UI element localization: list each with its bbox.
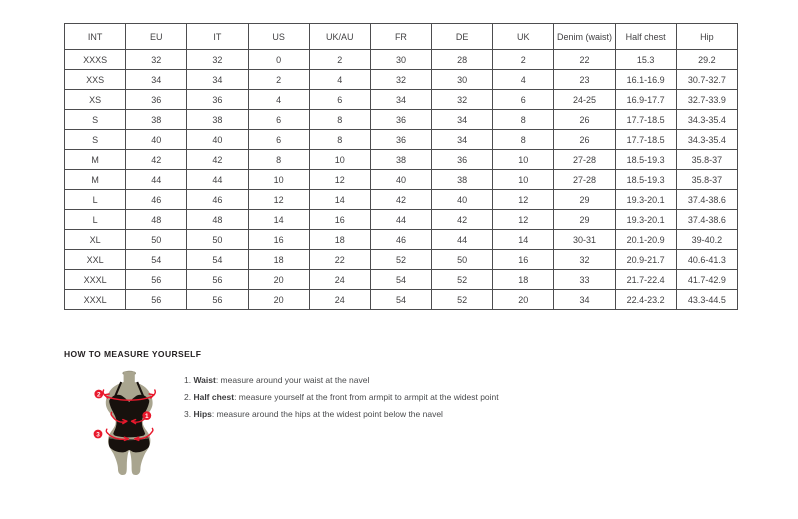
table-cell: 37.4-38.6	[676, 210, 737, 230]
table-cell: 18	[493, 270, 554, 290]
table-cell: 30	[432, 70, 493, 90]
size-conversion-table	[64, 23, 738, 310]
measurement-figure	[86, 370, 174, 478]
table-cell: 50	[432, 250, 493, 270]
table-row	[65, 210, 738, 230]
table-cell: 54	[187, 250, 248, 270]
table-cell: 52	[432, 290, 493, 310]
table-cell: 37.4-38.6	[676, 190, 737, 210]
table-cell: 12	[493, 210, 554, 230]
table-row	[65, 130, 738, 150]
table-cell: 2	[309, 50, 370, 70]
table-cell: 52	[370, 250, 431, 270]
table-cell: 27-28	[554, 150, 615, 170]
measure-step-label: Waist	[193, 375, 216, 385]
table-cell: 32	[187, 50, 248, 70]
table-cell: S	[65, 130, 126, 150]
table-cell: 42	[432, 210, 493, 230]
table-cell: 44	[432, 230, 493, 250]
table-cell: 17.7-18.5	[615, 130, 676, 150]
table-cell: 38	[187, 110, 248, 130]
measure-section	[64, 349, 624, 478]
table-cell: 36	[370, 110, 431, 130]
column-header: DE	[432, 24, 493, 50]
table-cell: 4	[248, 90, 309, 110]
table-cell: 34	[432, 110, 493, 130]
column-header: US	[248, 24, 309, 50]
table-cell: 42	[126, 150, 187, 170]
table-cell: 16	[248, 230, 309, 250]
table-cell: XS	[65, 90, 126, 110]
table-cell: 56	[187, 290, 248, 310]
table-cell: 46	[187, 190, 248, 210]
table-cell: 32.7-33.9	[676, 90, 737, 110]
table-cell: 6	[248, 110, 309, 130]
table-row	[65, 190, 738, 210]
table-cell: 19.3-20.1	[615, 190, 676, 210]
table-cell: 0	[248, 50, 309, 70]
column-header: INT	[65, 24, 126, 50]
table-cell: 52	[432, 270, 493, 290]
table-cell: 34	[554, 290, 615, 310]
table-cell: 56	[126, 290, 187, 310]
table-row	[65, 70, 738, 90]
table-row	[65, 110, 738, 130]
table-cell: 16.1-16.9	[615, 70, 676, 90]
table-cell: 34	[187, 70, 248, 90]
table-cell: 10	[309, 150, 370, 170]
table-cell: 34.3-35.4	[676, 130, 737, 150]
table-cell: 10	[493, 170, 554, 190]
table-cell: 16	[493, 250, 554, 270]
table-cell: 40.6-41.3	[676, 250, 737, 270]
table-cell: 24	[309, 270, 370, 290]
table-cell: 14	[309, 190, 370, 210]
table-cell: 30.7-32.7	[676, 70, 737, 90]
column-header: Denim (waist)	[554, 24, 615, 50]
table-cell: 54	[126, 250, 187, 270]
column-header: EU	[126, 24, 187, 50]
table-cell: 22	[309, 250, 370, 270]
table-cell: 48	[126, 210, 187, 230]
table-cell: 26	[554, 110, 615, 130]
table-cell: 34	[432, 130, 493, 150]
table-cell: 32	[432, 90, 493, 110]
table-cell: 27-28	[554, 170, 615, 190]
table-cell: XL	[65, 230, 126, 250]
chest-badge-number: 2	[97, 391, 101, 399]
table-cell: 16	[309, 210, 370, 230]
size-table-header-row	[65, 24, 738, 50]
table-cell: 42	[370, 190, 431, 210]
table-cell: 39-40.2	[676, 230, 737, 250]
measure-step-label: Hips	[193, 409, 212, 420]
column-header: UK/AU	[309, 24, 370, 50]
table-cell: XXXL	[65, 290, 126, 310]
column-header: Half chest	[615, 24, 676, 50]
table-cell: L	[65, 190, 126, 210]
table-cell: XXL	[65, 250, 126, 270]
table-cell: 48	[187, 210, 248, 230]
table-cell: 15.3	[615, 50, 676, 70]
table-cell: 22	[554, 50, 615, 70]
table-cell: 18	[248, 250, 309, 270]
measure-step: 2. Half chest: measure yourself at the front from armpit to armpit at the widest point	[184, 392, 499, 403]
table-cell: XXXS	[65, 50, 126, 70]
table-cell: 4	[309, 70, 370, 90]
table-row	[65, 250, 738, 270]
table-cell: 2	[493, 50, 554, 70]
table-cell: 16.9-17.7	[615, 90, 676, 110]
table-cell: 20.9-21.7	[615, 250, 676, 270]
table-cell: 38	[126, 110, 187, 130]
table-row	[65, 90, 738, 110]
table-cell: 44	[370, 210, 431, 230]
column-header: FR	[370, 24, 431, 50]
table-cell: 8	[493, 130, 554, 150]
table-cell: 20.1-20.9	[615, 230, 676, 250]
table-cell: 40	[187, 130, 248, 150]
table-cell: 14	[248, 210, 309, 230]
table-cell: 29	[554, 210, 615, 230]
table-cell: 6	[248, 130, 309, 150]
table-cell: 35.8-37	[676, 170, 737, 190]
table-cell: 19.3-20.1	[615, 210, 676, 230]
table-cell: 54	[370, 270, 431, 290]
table-cell: 26	[554, 130, 615, 150]
table-cell: 38	[370, 150, 431, 170]
table-cell: 35.8-37	[676, 150, 737, 170]
table-row	[65, 270, 738, 290]
mannequin-illustration	[86, 370, 174, 478]
size-table-body	[65, 50, 738, 310]
table-cell: 42	[187, 150, 248, 170]
table-cell: 24	[309, 290, 370, 310]
table-cell: 50	[187, 230, 248, 250]
table-cell: 8	[248, 150, 309, 170]
column-header: IT	[187, 24, 248, 50]
table-cell: M	[65, 150, 126, 170]
table-cell: 8	[309, 130, 370, 150]
table-cell: 18.5-19.3	[615, 170, 676, 190]
table-cell: 32	[370, 70, 431, 90]
table-cell: 4	[493, 70, 554, 90]
column-header: UK	[493, 24, 554, 50]
table-cell: M	[65, 170, 126, 190]
measure-step: 1. Waist: measure around your waist at the navel	[184, 375, 370, 385]
measure-section-title: HOW TO MEASURE YOURSELF	[64, 349, 202, 359]
table-cell: 44	[126, 170, 187, 190]
table-cell: 28	[432, 50, 493, 70]
table-cell: 40	[370, 170, 431, 190]
table-cell: 36	[370, 130, 431, 150]
table-cell: 2	[248, 70, 309, 90]
table-row	[65, 150, 738, 170]
table-cell: 56	[187, 270, 248, 290]
table-cell: 10	[248, 170, 309, 190]
table-cell: 36	[432, 150, 493, 170]
table-cell: 20	[248, 290, 309, 310]
table-cell: L	[65, 210, 126, 230]
table-row	[65, 290, 738, 310]
table-cell: 30	[370, 50, 431, 70]
table-cell: 17.7-18.5	[615, 110, 676, 130]
table-cell: 22.4-23.2	[615, 290, 676, 310]
table-cell: 40	[432, 190, 493, 210]
table-cell: 12	[493, 190, 554, 210]
table-cell: XXS	[65, 70, 126, 90]
table-cell: 8	[493, 110, 554, 130]
hips-badge-number: 3	[96, 431, 100, 439]
chest-badge	[94, 390, 103, 399]
table-cell: S	[65, 110, 126, 130]
table-cell: 12	[248, 190, 309, 210]
table-row	[65, 170, 738, 190]
table-cell: 43.3-44.5	[676, 290, 737, 310]
size-table-head	[65, 24, 738, 50]
table-cell: 44	[187, 170, 248, 190]
table-cell: 40	[126, 130, 187, 150]
table-cell: 6	[493, 90, 554, 110]
measure-step-label: Half chest	[193, 392, 235, 403]
table-row	[65, 50, 738, 70]
column-header: Hip	[676, 24, 737, 50]
table-cell: 8	[309, 110, 370, 130]
measure-steps	[184, 375, 499, 426]
table-cell: 38	[432, 170, 493, 190]
table-cell: 14	[493, 230, 554, 250]
table-cell: 34	[126, 70, 187, 90]
table-cell: 56	[126, 270, 187, 290]
table-cell: 46	[126, 190, 187, 210]
table-cell: 32	[554, 250, 615, 270]
table-cell: 41.7-42.9	[676, 270, 737, 290]
table-cell: 54	[370, 290, 431, 310]
measure-content	[64, 370, 624, 478]
table-cell: 33	[554, 270, 615, 290]
hips-badge	[94, 430, 103, 439]
table-cell: 50	[126, 230, 187, 250]
table-cell: 29	[554, 190, 615, 210]
table-cell: 32	[126, 50, 187, 70]
table-cell: 29.2	[676, 50, 737, 70]
table-cell: 30-31	[554, 230, 615, 250]
table-cell: 20	[248, 270, 309, 290]
table-cell: 12	[309, 170, 370, 190]
waist-badge	[142, 411, 151, 420]
table-cell: 18	[309, 230, 370, 250]
table-cell: 34	[370, 90, 431, 110]
table-cell: XXXL	[65, 270, 126, 290]
table-cell: 34.3-35.4	[676, 110, 737, 130]
table-cell: 18.5-19.3	[615, 150, 676, 170]
measure-step: 3. Hips: measure around the hips at the widest point below the navel	[184, 409, 443, 420]
table-row	[65, 230, 738, 250]
table-cell: 10	[493, 150, 554, 170]
table-cell: 21.7-22.4	[615, 270, 676, 290]
table-cell: 36	[187, 90, 248, 110]
table-cell: 6	[309, 90, 370, 110]
table-cell: 23	[554, 70, 615, 90]
table-cell: 46	[370, 230, 431, 250]
table-cell: 20	[493, 290, 554, 310]
waist-badge-number: 1	[145, 413, 149, 420]
table-cell: 36	[126, 90, 187, 110]
table-cell: 24-25	[554, 90, 615, 110]
